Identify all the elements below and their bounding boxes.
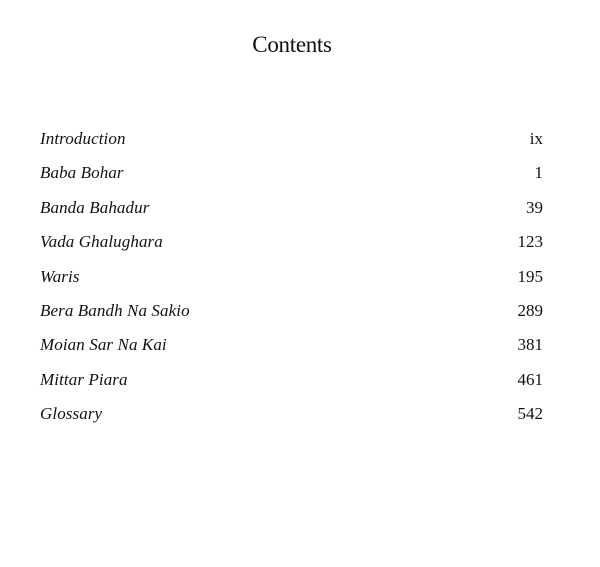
toc-entry-page: 195 — [517, 266, 543, 286]
toc-entry-title: Moian Sar Na Kai — [40, 335, 167, 355]
toc-entry-baba-bohar — [40, 161, 543, 195]
toc-entry-page: ix — [529, 129, 543, 148]
toc-entry-page: 381 — [517, 335, 543, 355]
toc-entry-bera-bandh-na-sakio — [40, 299, 543, 333]
toc-entry-title: Bera Bandh Na Sakio — [40, 300, 190, 320]
toc-entry-page: 1 — [534, 163, 543, 183]
toc-entry-waris — [40, 265, 543, 299]
toc-entry-vada-ghalughara — [40, 230, 543, 264]
toc-entry-glossary — [40, 402, 543, 436]
toc-entry-mittar-piara — [40, 368, 543, 402]
toc-entry-banda-bahadur — [40, 196, 543, 230]
toc-entry-title: Banda Bahadur — [40, 197, 150, 217]
toc-entry-introduction — [40, 127, 543, 161]
toc-entry-title: Waris — [40, 266, 80, 286]
toc-entry-title: Introduction — [40, 129, 126, 148]
toc-entry-title: Glossary — [40, 404, 103, 424]
toc-entry-page: 542 — [517, 404, 543, 424]
toc-entry-page: 39 — [526, 197, 543, 217]
toc-entry-page: 123 — [517, 232, 543, 252]
toc-entry-title: Vada Ghalughara — [40, 232, 163, 252]
toc-entry-page: 461 — [517, 369, 543, 389]
toc-entry-page: 289 — [517, 300, 543, 320]
toc-entry-moian-sar-na-kai — [40, 333, 543, 367]
toc-entry-title: Mittar Piara — [40, 369, 128, 389]
page-title: Contents — [252, 32, 332, 57]
table-of-contents — [40, 127, 543, 437]
toc-entry-title: Baba Bohar — [40, 163, 124, 183]
